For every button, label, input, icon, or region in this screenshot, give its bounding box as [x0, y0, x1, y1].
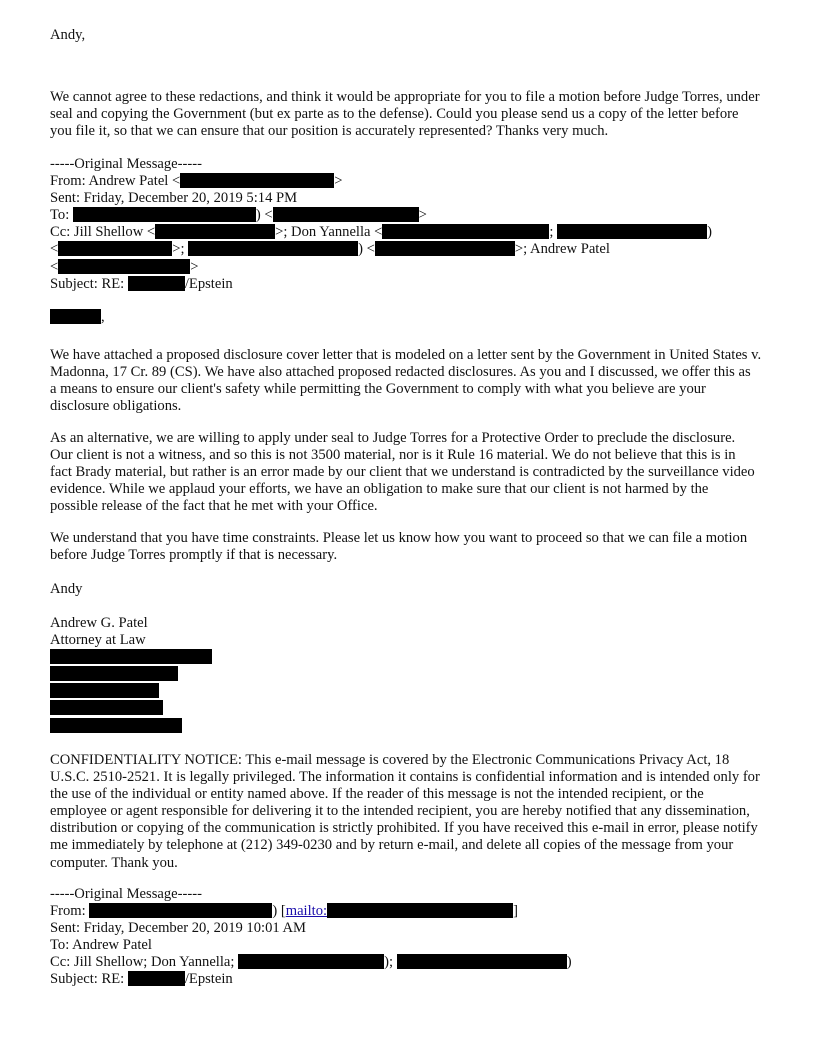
text-line: computer. Thank you. — [50, 854, 178, 871]
signature-title: Attorney at Law — [50, 632, 146, 649]
text-line: before Judge Torres promptly if that is necessary. — [50, 547, 338, 564]
patel-paragraph-2 — [50, 430, 755, 515]
from-label: From: — [50, 903, 86, 920]
redaction — [557, 224, 707, 239]
cc-label: Cc: Jill Shellow < — [50, 224, 156, 241]
original-message-header-2: -----Original Message----- From: ) [mailto: ] Sent: Friday, December 20, 2019 10:01 AM To: Andrew Patel Cc: Jill Shellow; Don Yannella; ); ) Subject: RE: /Epstein — [50, 886, 572, 988]
sent-line: Sent: Friday, December 20, 2019 10:01 AM — [50, 920, 307, 937]
mailto-link[interactable]: mailto: — [285, 903, 328, 920]
from-label: From: Andrew Patel < — [50, 173, 181, 190]
text-line: fact Brady material, but rather is an error made by our client that we understand is contradicted by the surveillance video — [50, 464, 755, 481]
signature-name: Andrew G. Patel — [50, 615, 148, 631]
reply-body — [50, 89, 760, 140]
redaction — [58, 241, 172, 256]
redaction — [327, 903, 513, 918]
cc-label: Cc: Jill Shellow; Don Yannella; — [50, 954, 235, 971]
text-line: Our client is not a witness, and so this is not 3500 material, nor is it Rule 16 material. We do not believe that this is in — [50, 447, 736, 464]
redaction — [128, 276, 185, 291]
text-line: possible release of the fact that he met with your Office. — [50, 498, 378, 515]
redaction — [375, 241, 515, 256]
text-line: U.S.C. 2510-2521. It is legally privileged. The information it contains is confidential information and is intended only for — [50, 769, 760, 786]
redaction — [273, 207, 419, 222]
text-line: seal and copying the Government (but ex parte as to the defense). Could you please send us a copy of the letter before — [50, 106, 739, 123]
text-line: you file it, so that we can ensure that our position is accurately represented? Thanks very much. — [50, 123, 609, 140]
redacted-salutation: , — [50, 309, 105, 326]
redaction — [180, 173, 334, 188]
to-line: To: Andrew Patel — [50, 937, 152, 954]
redaction — [89, 903, 272, 918]
text-line: employee or agent responsible for delivering it to the intended recipient, you are hereby notified that any dissemination, — [50, 803, 750, 820]
text-line: a means to ensure our client's safety while permitting the Government to comply with what you believe are your — [50, 381, 706, 398]
text-line: Madonna, 17 Cr. 89 (CS). We have also attached proposed redacted disclosures. As you and I discussed, we offer this as — [50, 364, 751, 381]
text-line: me immediately by telephone at (212) 349-0230 and by return e-mail, and delete all copies of the message from your — [50, 837, 734, 854]
signoff: Andy — [50, 581, 83, 597]
sent-line: Sent: Friday, December 20, 2019 5:14 PM — [50, 190, 298, 207]
signature-block — [50, 615, 212, 735]
text-line: We cannot agree to these redactions, and think it would be appropriate for you to file a motion before Judge Torres, under — [50, 89, 760, 105]
redaction — [50, 700, 163, 715]
separator: -----Original Message----- — [50, 886, 202, 902]
cc-don: >; Don Yannella < — [275, 224, 383, 241]
subject-suffix: /Epstein — [184, 275, 233, 292]
redaction — [397, 954, 567, 969]
subject-label: Subject: RE: — [50, 275, 125, 292]
redaction — [155, 224, 275, 239]
text-line: CONFIDENTIALITY NOTICE: This e-mail message is covered by the Electronic Communications Privacy Act, 18 — [50, 752, 730, 768]
patel-paragraph-1 — [50, 347, 761, 415]
greeting: Andy, — [50, 27, 86, 43]
redaction — [382, 224, 549, 239]
redaction — [73, 207, 256, 222]
redaction — [50, 718, 182, 733]
text-line: As an alternative, we are willing to apply under seal to Judge Torres for a Protective Order to preclude the disclosure. — [50, 430, 736, 446]
redaction — [50, 666, 178, 681]
original-message-header-1: -----Original Message----- From: Andrew Patel < > Sent: Friday, December 20, 2019 5:14 PM To: ) < > Cc: Jill Shellow < >; Don Yannella < ; ) < >; ) < >; Andrew Patel < > Subject: RE: /Epstein — [50, 156, 712, 292]
text-line: the use of the individual or entity named above. If the reader of this message is not the intended recipient, or the — [50, 786, 704, 803]
subject-label: Subject: RE: — [50, 971, 125, 988]
redaction — [128, 971, 185, 986]
text-line: evidence. While we applaud your efforts, we have an obligation to make sure that our client is not harmed by the — [50, 481, 709, 498]
text-line: disclosure obligations. — [50, 398, 182, 415]
text-line: We have attached a proposed disclosure cover letter that is modeled on a letter sent by the Government in United States v. — [50, 347, 762, 363]
redaction — [50, 649, 212, 664]
cc-andrew: >; Andrew Patel — [514, 241, 610, 258]
redaction — [188, 241, 358, 256]
to-label: To: — [50, 207, 70, 224]
text-line: We understand that you have time constraints. Please let us know how you want to proceed so that we can file a motion — [50, 530, 748, 546]
redaction — [238, 954, 384, 969]
redaction — [50, 309, 101, 324]
separator: -----Original Message----- — [50, 156, 202, 172]
subject-suffix: /Epstein — [184, 971, 233, 988]
patel-paragraph-3 — [50, 530, 747, 564]
redaction — [50, 683, 159, 698]
redaction — [58, 259, 190, 274]
text-line: distribution or copying of the communication is strictly prohibited. If you have received this e-mail in error, please notify — [50, 820, 758, 837]
confidentiality-notice — [50, 752, 760, 872]
